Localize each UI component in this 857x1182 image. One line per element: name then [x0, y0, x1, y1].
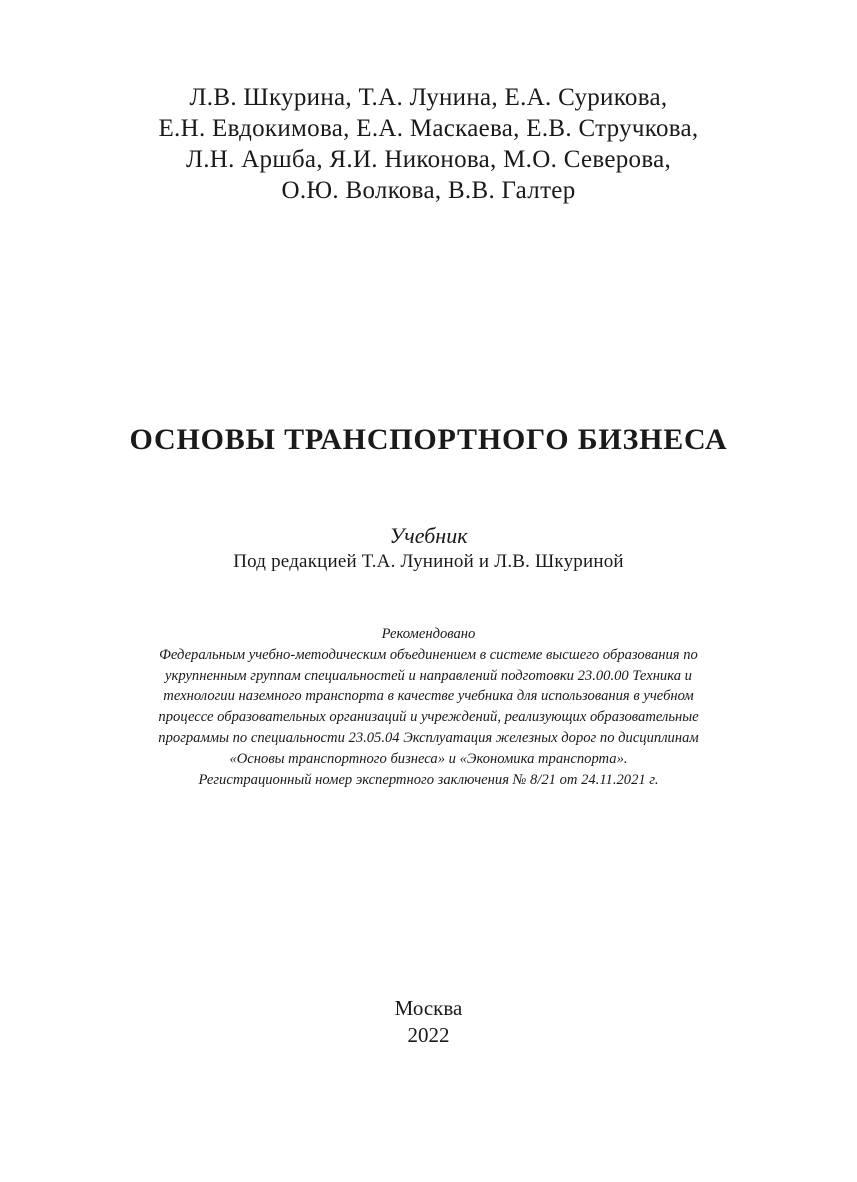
recommendation-line: Федеральным учебно-методическим объединением в системе высшего образования по: [159, 646, 698, 663]
recommendation-line: Регистрационный номер экспертного заключения № 8/21 от 24.11.2021 г.: [198, 771, 659, 788]
authors-line: Е.Н. Евдокимова, Е.А. Маскаева, Е.В. Стручкова,: [158, 115, 699, 142]
authors-line: Л.Н. Аршба, Я.И. Никонова, М.О. Северова,: [185, 146, 672, 173]
recommendation-line: «Основы транспортного бизнеса» и «Экономика транспорта».: [229, 750, 628, 767]
imprint-year: 2022: [407, 1023, 450, 1047]
authors-block: [0, 82, 857, 206]
recommendation-line: программы по специальности 23.05.04 Эксплуатация железных дорог по дисциплинам: [158, 729, 699, 746]
book-title: ОСНОВЫ ТРАНСПОРТНОГО БИЗНЕСА: [129, 423, 728, 456]
authors-line: О.Ю. Волкова, В.В. Галтер: [281, 177, 576, 204]
publication-kind: Учебник: [389, 523, 468, 548]
recommendation-line: технологии наземного транспорта в качестве учебника для использования в учебном: [163, 688, 694, 705]
recommendation-heading: Рекомендовано: [381, 626, 476, 642]
authors-line: Л.В. Шкурина, Т.А. Лунина, Е.А. Сурикова,: [189, 84, 668, 111]
recommendation-line: процессе образовательных организаций и учреждений, реализующих образовательные: [158, 709, 699, 726]
recommendation-block: [95, 624, 762, 790]
recommendation-line: укрупненным группам специальностей и направлений подготовки 23.00.00 Техника и: [165, 667, 692, 684]
editors-line: Под редакцией Т.А. Луниной и Л.В. Шкуриной: [233, 551, 624, 572]
imprint-city: Москва: [394, 996, 463, 1020]
imprint-block: [0, 995, 857, 1049]
subtitle-block: [0, 522, 857, 574]
